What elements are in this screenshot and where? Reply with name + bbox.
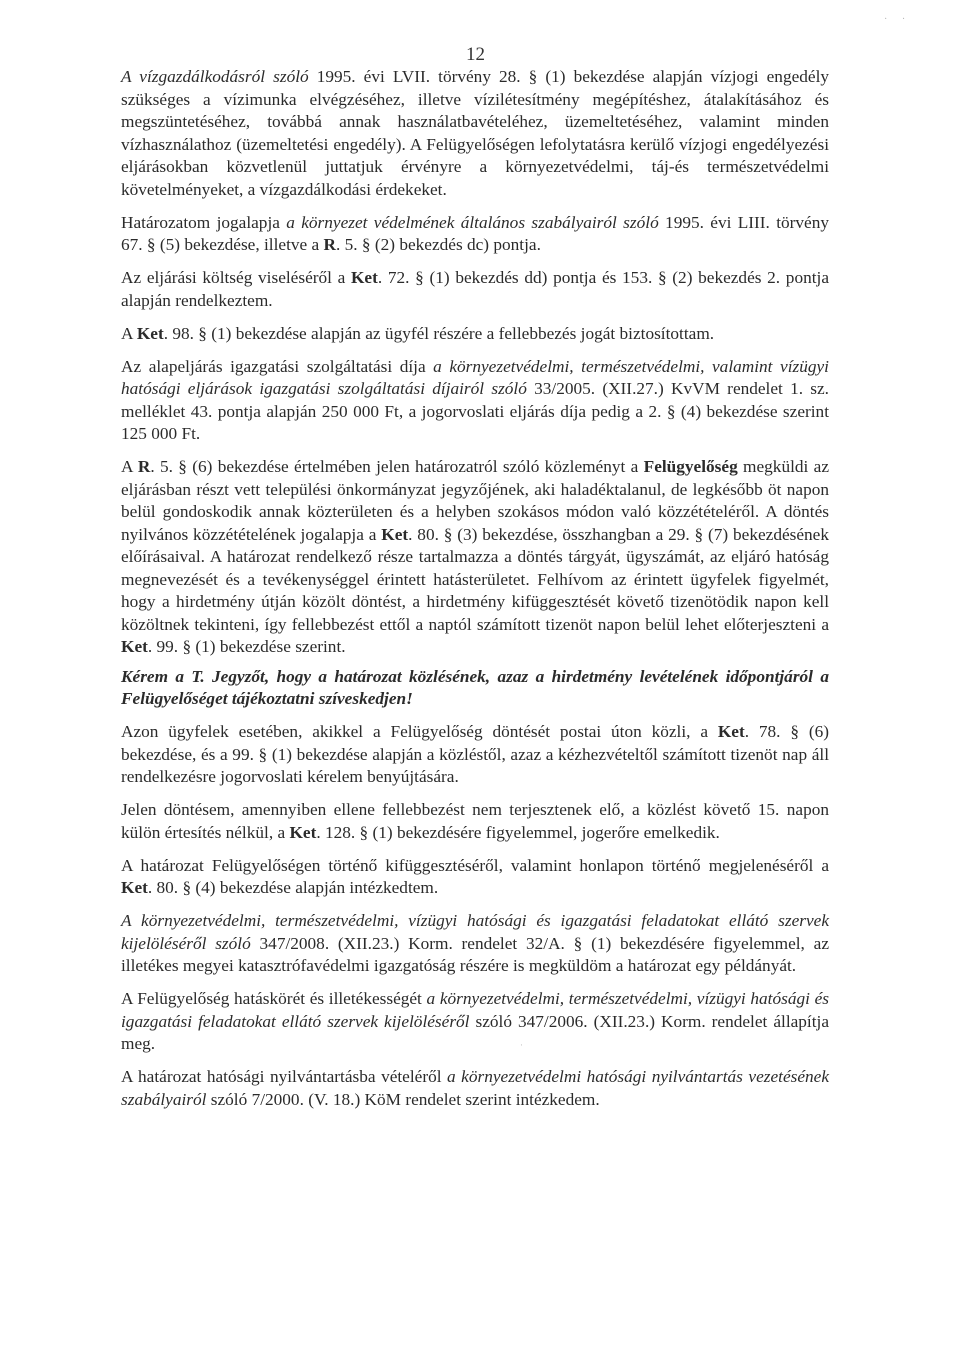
text-segment: A Felügyelőség hatáskörét és illetékességét bbox=[121, 989, 427, 1008]
bold-segment: Felügyelőség bbox=[643, 457, 738, 476]
paragraph bbox=[121, 1066, 829, 1111]
bold-segment: Ket bbox=[289, 822, 317, 842]
italic-segment: A vízgazdálkodásról szóló bbox=[121, 67, 309, 86]
text-segment: Határozatom jogalapja bbox=[121, 212, 287, 232]
document-body bbox=[121, 66, 829, 1122]
paragraph bbox=[121, 721, 829, 789]
bold-segment: Ket bbox=[121, 878, 148, 897]
text-segment: Azon ügyfelek esetében, akikkel a Felügyelőség döntését postai úton közli, a bbox=[121, 722, 718, 741]
italic-segment: a környezetvédelmi hatósági nyilvántartás vezetésének szabályairól bbox=[121, 1067, 829, 1109]
text-segment: . 5. § (2) bekezdés dc) pontja. bbox=[335, 235, 541, 254]
page-number: 12 bbox=[466, 44, 485, 65]
bold-segment: Ket bbox=[717, 722, 745, 741]
text-segment: Az alapeljárás igazgatási szolgáltatási díja bbox=[121, 356, 434, 376]
text-segment: 347/2008. (XII.23.) Korm. rendelet 32/A. § (1) bekezdésére figyelemmel, az illetékes megyei katasztrófavédelmi igazgatóság részére is megküldöm a határozat egy példányát. bbox=[121, 933, 830, 975]
scan-speck: · bbox=[520, 1040, 523, 1050]
bold-segment: Ket bbox=[121, 637, 148, 656]
paragraph bbox=[121, 323, 829, 346]
text-segment: szóló 347/2006. (XII.23.) Korm. rendelet állapítja meg. bbox=[121, 1011, 829, 1053]
bold-segment: Ket bbox=[136, 323, 164, 343]
text-segment: Az eljárási költség viseléséről a bbox=[121, 268, 351, 287]
bold-segment: Ket bbox=[381, 524, 409, 544]
text-segment: 1995. évi LVII. törvény 28. § (1) bekezdése alapján vízjogi engedély szükséges a vízimunka elvégzéséhez, illetve vízilétesítmény megépítéshez, átalakításához és megszüntetéséhez, továbbá annak használatbavételéhez, üzemeltetéséhez, valamint minden vízhasználathoz (üzemeltetési engedély). A Felügyelőségen lefolytatásra kerülő vízjogi engedélyezési eljárásokban közvetlenül juttatjuk érvényre a környezetvédelmi, táj-és természetvédelmi követelményeket, a vízgazdálkodási érdekeket. bbox=[121, 67, 830, 199]
scan-corner-mark: · · bbox=[884, 14, 912, 25]
text-segment: Jelen döntésem, amennyiben ellene fellebbezést nem terjesztenek elő, a közlést követő 15. napon külön értesítés nélkül, a bbox=[121, 800, 829, 842]
italic-segment: a környezetvédelmi, természetvédelmi, vízügyi hatósági és igazgatási feladatokat ellátó szervek kijelöléséről bbox=[121, 989, 829, 1031]
text-segment: 33/2005. (XII.27.) KvVM rendelet 1. sz. melléklet 43. pontja alapján 250 000 Ft, a jogorvoslati eljárás díja pedig a 2. § (4) bekezdése szerint 125 000 Ft. bbox=[121, 379, 829, 443]
bold-italic-segment: Kérem a T. Jegyzőt, hogy a határozat közlésének, azaz a hirdetmény levételének időpontjáról a Felügyelőséget tájékoztatni szíveskedjen! bbox=[121, 666, 829, 708]
text-segment: szóló 7/2000. (V. 18.) KöM rendelet szerint intézkedem. bbox=[206, 1089, 600, 1109]
text-segment: A határozat hatósági nyilvántartásba vételéről bbox=[121, 1067, 448, 1086]
bold-segment: R bbox=[323, 235, 336, 254]
text-segment: . 72. § (1) bekezdés dd) pontja és 153. § (2) bekezdés 2. pontja alapján rendelkeztem. bbox=[121, 268, 829, 310]
bold-segment: Ket bbox=[350, 268, 378, 287]
text-segment: . 5. § (6) bekezdése értelmében jelen határozatról szóló közleményt a bbox=[150, 457, 644, 476]
text-segment: A határozat Felügyelőségen történő kifüggesztéséről, valamint honlapon történő megjelenéséről a bbox=[121, 855, 829, 875]
italic-segment: A környezetvédelmi, természetvédelmi, vízügyi hatósági és igazgatási feladatokat ellátó szervek kijelöléséről szóló bbox=[121, 911, 829, 953]
paragraph bbox=[121, 267, 829, 312]
text-segment: . 98. § (1) bekezdése alapján az ügyfél részére a fellebbezés jogát biztosítottam. bbox=[163, 323, 715, 343]
italic-segment: a környezet védelmének általános szabályairól szóló bbox=[286, 212, 659, 232]
text-segment: A bbox=[121, 323, 137, 343]
text-segment: . 78. § (6) bekezdése, és a 99. § (1) bekezdése alapján a közléstől, azaz a kézhezvételtől számított tizenöt nap áll rendelkezésre jogorvoslati kérelem benyújtására. bbox=[121, 722, 829, 786]
paragraph bbox=[121, 910, 829, 978]
text-segment: . 99. § (1) bekezdése szerint. bbox=[147, 637, 346, 656]
paragraph bbox=[121, 456, 829, 659]
text-segment: . 80. § (3) bekezdése, összhangban a 29. § (7) bekezdésének előírásaival. A határozat rendelkező része tartalmazza a döntés tárgyát, ügyszámát, az eljáró hatóság megnevezését és a tevékenységgel érintett hatásterületet. Felhívom az érintett ügyfelek figyelmét, hogy a hirdetmény útján közölt döntést, a hirdetmény kifüggesztését követő tizenötödik napon kell közöltnek tekinteni, így fellebbezést ettől a naptól számított tizenöt napon belül lehet előterjeszteni a bbox=[121, 524, 829, 634]
text-segment: . 128. § (1) bekezdésére figyelemmel, jogerőre emelkedik. bbox=[316, 822, 720, 842]
text-segment: megküldi az eljárásban részt vett települési önkormányzat jegyzőjének, aki haladéktalanul, de legkésőbb öt napon belül gondoskodik annak közterületen és a helyben szokásos módon való közzétételéről. A döntés nyilvános közzétételének jogalapja a bbox=[121, 457, 829, 544]
paragraph bbox=[121, 855, 829, 900]
bold-segment: R bbox=[137, 457, 151, 476]
paragraph bbox=[121, 799, 829, 844]
paragraph bbox=[121, 66, 829, 201]
text-segment: 1995. évi LIII. törvény 67. § (5) bekezdése, illetve a bbox=[121, 212, 829, 254]
text-segment: . 80. § (4) bekezdése alapján intézkedtem. bbox=[147, 878, 439, 897]
paragraph bbox=[121, 212, 829, 257]
paragraph bbox=[121, 356, 829, 446]
italic-segment: a környezetvédelmi, természetvédelmi, valamint vízügyi hatósági eljárások igazgatási szolgáltatási díjairól szóló bbox=[121, 356, 829, 398]
text-segment: A bbox=[121, 457, 138, 476]
paragraph bbox=[121, 988, 829, 1056]
paragraph bbox=[121, 666, 829, 711]
